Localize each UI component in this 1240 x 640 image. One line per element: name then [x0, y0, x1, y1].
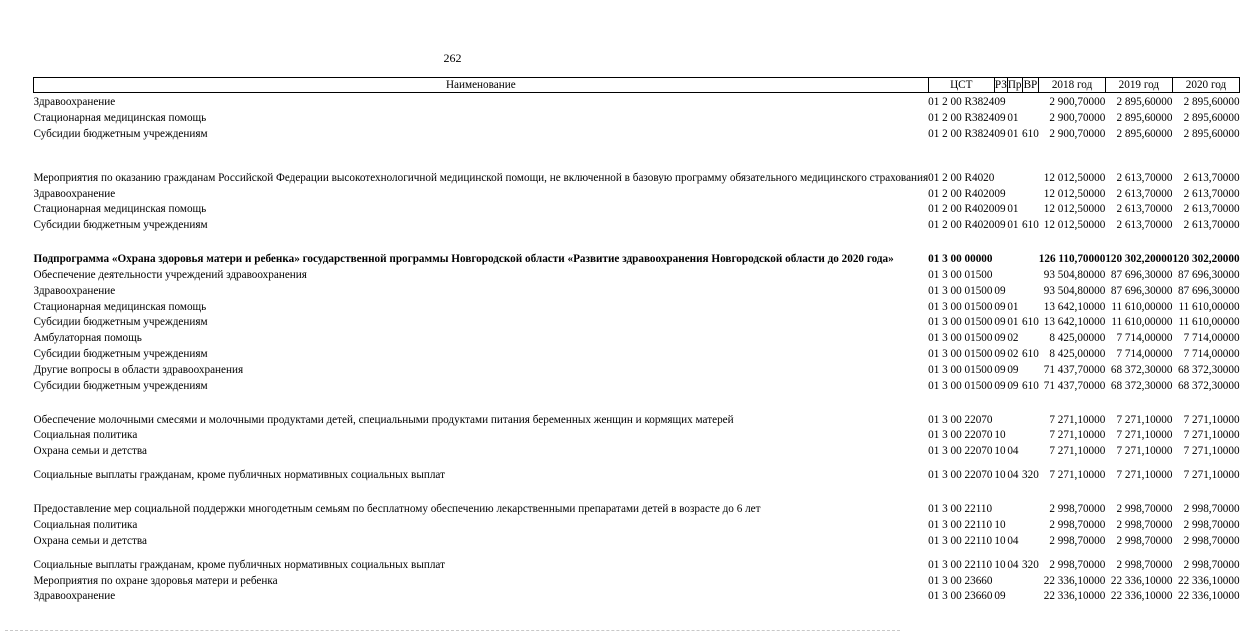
- row-rz: 09: [994, 300, 1006, 313]
- row-amount-2020: 7 271,10000: [1183, 469, 1240, 482]
- header-name: Наименование: [34, 78, 929, 93]
- row-amount-2018: 71 437,70000: [1043, 363, 1106, 376]
- table-row: [34, 281, 1240, 297]
- row-amount-2020: 2 613,70000: [1183, 171, 1240, 184]
- row-amount-2020: 2 998,70000: [1183, 534, 1240, 547]
- row-amount-2020: 68 372,30000: [1178, 363, 1240, 376]
- row-cst: 01 2 00 R4020: [928, 203, 995, 216]
- row-name: Субсидии бюджетным учреждениям: [33, 219, 208, 232]
- header-2018: 2018 год: [1039, 78, 1106, 93]
- row-amount-2018: 2 998,70000: [1049, 558, 1106, 571]
- row-amount-2019: 7 714,00000: [1116, 348, 1173, 361]
- row-amount-2019: 22 336,10000: [1110, 574, 1173, 587]
- row-pr: 04: [1007, 445, 1019, 458]
- table-row: [34, 108, 1240, 124]
- row-pr: [1007, 515, 1022, 531]
- table-header-row: [34, 78, 1240, 93]
- row-amount-2018: 12 012,50000: [1043, 171, 1106, 184]
- row-amount-2020: 68 372,30000: [1178, 379, 1240, 392]
- row-amount-2019: 22 336,10000: [1110, 590, 1173, 603]
- row-rz: [994, 392, 1007, 426]
- table-row: [34, 426, 1240, 442]
- row-rz: 09: [994, 203, 1006, 216]
- row-amount-2018: 13 642,10000: [1043, 300, 1106, 313]
- row-rz: 09: [994, 187, 1006, 200]
- row-rz: 09: [994, 363, 1006, 376]
- row-amount-2019: 68 372,30000: [1110, 379, 1173, 392]
- row-rz: [994, 571, 1007, 587]
- row-cst: 01 3 00 22110: [928, 534, 993, 547]
- row-amount-2020: 22 336,10000: [1178, 574, 1240, 587]
- table-row: [34, 587, 1240, 603]
- row-amount-2020: 2 998,70000: [1183, 519, 1240, 532]
- row-amount-2020: 2 613,70000: [1183, 219, 1240, 232]
- row-amount-2020: 7 271,10000: [1183, 445, 1240, 458]
- row-amount-2020: 2 895,60000: [1183, 127, 1240, 140]
- row-pr: 01: [1007, 203, 1019, 216]
- row-amount-2018: 2 900,70000: [1049, 127, 1106, 140]
- row-cst: 01 3 00 01500: [928, 269, 993, 282]
- row-vr: [1022, 441, 1039, 457]
- table-row: [34, 265, 1240, 281]
- row-amount-2018: 7 271,10000: [1049, 413, 1106, 426]
- row-amount-2018: 8 425,00000: [1049, 332, 1106, 345]
- table-body: [34, 93, 1240, 603]
- row-vr: [1022, 140, 1039, 184]
- row-name: Субсидии бюджетным учреждениям: [33, 127, 208, 140]
- row-cst: 01 2 00 R4020: [928, 219, 995, 232]
- row-pr: [1007, 281, 1022, 297]
- row-vr: 610: [1022, 316, 1039, 329]
- row-amount-2020: 7 271,10000: [1183, 429, 1240, 442]
- row-vr: [1022, 281, 1039, 297]
- row-vr: [1022, 515, 1039, 531]
- row-pr: [1007, 265, 1022, 281]
- header-pr: Пр: [1007, 79, 1022, 91]
- row-vr: [1022, 184, 1039, 200]
- row-vr: 610: [1022, 219, 1039, 232]
- row-vr: 610: [1022, 127, 1039, 140]
- row-amount-2018: 12 012,50000: [1043, 219, 1106, 232]
- row-amount-2019: 68 372,30000: [1110, 363, 1173, 376]
- row-vr: [1022, 200, 1039, 216]
- table-row: [34, 184, 1240, 200]
- row-pr: [1007, 481, 1022, 515]
- row-amount-2020: 11 610,00000: [1178, 300, 1240, 313]
- row-amount-2018: 2 998,70000: [1049, 534, 1106, 547]
- row-name: Здравоохранение: [33, 187, 116, 200]
- row-rz: [994, 140, 1007, 184]
- row-amount-2018: 22 336,10000: [1043, 590, 1106, 603]
- table-row: [34, 515, 1240, 531]
- row-rz: 09: [994, 284, 1006, 297]
- row-cst: 01 2 00 R4020: [928, 171, 995, 184]
- row-rz: 09: [994, 590, 1006, 603]
- row-pr: 04: [1007, 469, 1019, 482]
- row-amount-2019: 11 610,00000: [1111, 300, 1173, 313]
- row-amount-2018: 22 336,10000: [1043, 574, 1106, 587]
- row-name: Здравоохранение: [33, 590, 116, 603]
- row-rz: [994, 265, 1007, 281]
- table-row: [34, 441, 1240, 457]
- table-row: [34, 124, 1240, 140]
- row-pr: 04: [1007, 534, 1019, 547]
- row-name: Здравоохранение: [33, 96, 116, 109]
- row-pr: [1007, 184, 1022, 200]
- row-amount-2019: 2 895,60000: [1116, 112, 1173, 125]
- row-vr: [1022, 426, 1039, 442]
- row-rz: 09: [994, 332, 1006, 345]
- row-name: Подпрограмма «Охрана здоровья матери и ребенка» государственной программы Новгородской области «Развитие здравоохранения Новгородской области до 2020 года»: [33, 253, 894, 266]
- row-cst: 01 3 00 22110: [928, 503, 993, 516]
- row-name: Стационарная медицинская помощь: [33, 203, 207, 216]
- table-row: [34, 140, 1240, 184]
- row-amount-2019: 7 271,10000: [1116, 413, 1173, 426]
- row-amount-2018: 8 425,00000: [1049, 348, 1106, 361]
- row-name: Обеспечение деятельности учреждений здравоохранения: [33, 269, 307, 282]
- table-row: [34, 376, 1240, 392]
- row-pr: 01: [1007, 127, 1019, 140]
- row-cst: 01 3 00 00000: [928, 253, 993, 266]
- row-amount-2019: 2 998,70000: [1116, 519, 1173, 532]
- row-cst: 01 3 00 01500: [928, 348, 993, 361]
- row-pr: 02: [1007, 348, 1019, 361]
- table-row: [34, 344, 1240, 360]
- row-amount-2018: 13 642,10000: [1043, 316, 1106, 329]
- row-amount-2018: 126 110,70000: [1038, 253, 1106, 266]
- table-row: [34, 457, 1240, 481]
- row-cst: 01 2 00 R3824: [928, 96, 995, 109]
- row-rz: 10: [994, 469, 1006, 482]
- table-row: [34, 547, 1240, 571]
- row-pr: 09: [1007, 379, 1019, 392]
- table-row: [34, 531, 1240, 547]
- row-amount-2020: 2 998,70000: [1183, 558, 1240, 571]
- row-name: Социальная политика: [33, 429, 138, 442]
- row-rz: 09: [994, 219, 1006, 232]
- row-name: Социальные выплаты гражданам, кроме публичных нормативных социальных выплат: [33, 558, 445, 571]
- row-cst: 01 3 00 01500: [928, 379, 993, 392]
- row-cst: 01 3 00 22070: [928, 445, 993, 458]
- row-name: Мероприятия по оказанию гражданам Российской Федерации высокотехнологичной медицинской помощи, не включенной в базовую программу обязательного медицинского страхования: [33, 171, 929, 184]
- row-rz: [994, 231, 1007, 265]
- row-amount-2020: 120 302,20000: [1172, 253, 1240, 266]
- row-amount-2019: 7 714,00000: [1116, 332, 1173, 345]
- row-amount-2019: 2 613,70000: [1116, 171, 1173, 184]
- row-amount-2018: 71 437,70000: [1043, 379, 1106, 392]
- row-pr: 02: [1007, 332, 1019, 345]
- row-vr: [1022, 93, 1039, 109]
- row-amount-2019: 2 613,70000: [1116, 203, 1173, 216]
- row-amount-2018: 93 504,80000: [1043, 284, 1106, 297]
- row-pr: [1007, 392, 1022, 426]
- row-rz: 09: [994, 316, 1006, 329]
- row-amount-2020: 7 271,10000: [1183, 413, 1240, 426]
- row-pr: 04: [1007, 558, 1019, 571]
- header-2019: 2019 год: [1105, 78, 1172, 93]
- row-rz: 09: [994, 348, 1006, 361]
- row-amount-2018: 7 271,10000: [1049, 445, 1106, 458]
- row-cst: 01 2 00 R3824: [928, 127, 995, 140]
- table-row: [34, 571, 1240, 587]
- row-rz: 10: [994, 558, 1006, 571]
- row-amount-2019: 87 696,30000: [1110, 284, 1173, 297]
- row-pr: [1007, 426, 1022, 442]
- row-vr: 320: [1022, 469, 1039, 482]
- row-name: Здравоохранение: [33, 284, 116, 297]
- row-amount-2020: 2 998,70000: [1183, 503, 1240, 516]
- row-amount-2020: 87 696,30000: [1178, 269, 1240, 282]
- row-amount-2020: 2 613,70000: [1183, 187, 1240, 200]
- row-amount-2019: 2 998,70000: [1116, 558, 1173, 571]
- row-amount-2020: 2 895,60000: [1183, 96, 1240, 109]
- row-vr: [1022, 108, 1039, 124]
- row-cst: 01 3 00 22110: [928, 519, 993, 532]
- row-pr: [1007, 571, 1022, 587]
- row-pr: 01: [1007, 219, 1019, 232]
- row-amount-2018: 93 504,80000: [1043, 269, 1106, 282]
- table-row: [34, 231, 1240, 265]
- row-cst: 01 3 00 22070: [928, 429, 993, 442]
- row-cst: 01 3 00 01500: [928, 284, 993, 297]
- row-cst: 01 3 00 23660: [928, 590, 993, 603]
- row-amount-2019: 2 895,60000: [1116, 127, 1173, 140]
- row-pr: 09: [1007, 363, 1019, 376]
- row-amount-2020: 7 714,00000: [1183, 348, 1240, 361]
- row-name: Другие вопросы в области здравоохранения: [33, 363, 244, 376]
- row-vr: [1022, 231, 1039, 265]
- row-pr: 01: [1007, 112, 1019, 125]
- row-pr: [1007, 93, 1022, 109]
- header-2020: 2020 год: [1172, 78, 1239, 93]
- row-vr: 610: [1022, 379, 1039, 392]
- row-amount-2019: 120 302,20000: [1105, 253, 1173, 266]
- row-cst: 01 3 00 22070: [928, 469, 993, 482]
- row-name: Охрана семьи и детства: [33, 534, 147, 547]
- row-amount-2018: 2 900,70000: [1049, 96, 1106, 109]
- row-amount-2018: 7 271,10000: [1049, 429, 1106, 442]
- row-vr: [1022, 481, 1039, 515]
- row-name: Субсидии бюджетным учреждениям: [33, 348, 208, 361]
- row-name: Социальные выплаты гражданам, кроме публичных нормативных социальных выплат: [33, 469, 445, 482]
- row-rz: 09: [994, 96, 1006, 109]
- table-row: [34, 200, 1240, 216]
- row-amount-2020: 11 610,00000: [1178, 316, 1240, 329]
- row-rz: 09: [994, 379, 1006, 392]
- row-amount-2018: 7 271,10000: [1049, 469, 1106, 482]
- row-amount-2019: 7 271,10000: [1116, 429, 1173, 442]
- row-amount-2020: 2 613,70000: [1183, 203, 1240, 216]
- row-vr: 610: [1022, 348, 1039, 361]
- row-vr: [1022, 571, 1039, 587]
- row-vr: [1022, 265, 1039, 281]
- row-name: Обеспечение молочными смесями и молочными продуктами детей, специальными продуктами питания беременных женщин и кормящих матерей: [33, 413, 734, 426]
- table-row: [34, 392, 1240, 426]
- header-rz: РЗ: [994, 79, 1007, 91]
- row-amount-2019: 87 696,30000: [1110, 269, 1173, 282]
- row-pr: [1007, 587, 1022, 603]
- budget-table: [33, 77, 1240, 602]
- table-row: [34, 481, 1240, 515]
- row-vr: [1022, 297, 1039, 313]
- row-pr: 01: [1007, 300, 1019, 313]
- row-name: Амбулаторная помощь: [33, 332, 142, 345]
- row-cst: 01 2 00 R3824: [928, 112, 995, 125]
- table-row: [34, 215, 1240, 231]
- page-number: 262: [443, 51, 462, 65]
- row-name: Стационарная медицинская помощь: [33, 300, 207, 313]
- row-amount-2019: 2 998,70000: [1116, 503, 1173, 516]
- row-rz: 10: [994, 519, 1006, 532]
- row-cst: 01 3 00 22070: [928, 413, 993, 426]
- row-amount-2020: 87 696,30000: [1178, 284, 1240, 297]
- row-name: Социальная политика: [33, 519, 138, 532]
- row-pr: 01: [1007, 316, 1019, 329]
- row-vr: [1022, 531, 1039, 547]
- row-amount-2020: 2 895,60000: [1183, 112, 1240, 125]
- row-pr: [1007, 231, 1022, 265]
- row-amount-2019: 2 998,70000: [1116, 534, 1173, 547]
- row-rz: 10: [994, 429, 1006, 442]
- row-name: Охрана семьи и детства: [33, 445, 147, 458]
- row-amount-2018: 2 998,70000: [1049, 519, 1106, 532]
- row-cst: 01 3 00 22110: [928, 558, 993, 571]
- row-vr: [1022, 392, 1039, 426]
- header-cst: ЦСТ: [928, 78, 994, 93]
- row-amount-2019: 2 895,60000: [1116, 96, 1173, 109]
- row-rz: 10: [994, 534, 1006, 547]
- row-vr: [1022, 360, 1039, 376]
- row-amount-2019: 2 613,70000: [1116, 219, 1173, 232]
- row-amount-2020: 22 336,10000: [1178, 590, 1240, 603]
- row-amount-2018: 2 900,70000: [1049, 112, 1106, 125]
- table-row: [34, 360, 1240, 376]
- row-rz: 09: [994, 127, 1006, 140]
- row-amount-2019: 2 613,70000: [1116, 187, 1173, 200]
- row-cst: 01 3 00 01500: [928, 332, 993, 345]
- table-row: [34, 93, 1240, 109]
- row-vr: [1022, 328, 1039, 344]
- page-bottom-divider: [5, 630, 900, 632]
- row-cst: 01 3 00 23660: [928, 574, 993, 587]
- row-amount-2019: 7 271,10000: [1116, 445, 1173, 458]
- table-row: [34, 297, 1240, 313]
- row-rz: [994, 481, 1007, 515]
- row-amount-2019: 7 271,10000: [1116, 469, 1173, 482]
- row-rz: 09: [994, 112, 1006, 125]
- table-row: [34, 313, 1240, 329]
- row-name: Стационарная медицинская помощь: [33, 112, 207, 125]
- table-row: [34, 328, 1240, 344]
- row-cst: 01 3 00 01500: [928, 300, 993, 313]
- row-amount-2018: 12 012,50000: [1043, 187, 1106, 200]
- row-name: Предоставление мер социальной поддержки многодетным семьям по бесплатному обеспечению лекарственными препаратами детей в возрасте до 6 лет: [33, 503, 761, 516]
- row-cst: 01 3 00 01500: [928, 316, 993, 329]
- row-vr: [1022, 587, 1039, 603]
- row-cst: 01 2 00 R4020: [928, 187, 995, 200]
- header-vr: ВР: [1023, 79, 1038, 91]
- row-pr: [1007, 140, 1022, 184]
- row-amount-2020: 7 714,00000: [1183, 332, 1240, 345]
- row-amount-2018: 12 012,50000: [1043, 203, 1106, 216]
- row-amount-2018: 2 998,70000: [1049, 503, 1106, 516]
- row-name: Мероприятия по охране здоровья матери и ребенка: [33, 574, 278, 587]
- row-vr: 320: [1022, 558, 1039, 571]
- row-rz: 10: [994, 445, 1006, 458]
- row-amount-2019: 11 610,00000: [1111, 316, 1173, 329]
- row-name: Субсидии бюджетным учреждениям: [33, 379, 208, 392]
- row-name: Субсидии бюджетным учреждениям: [33, 316, 208, 329]
- row-cst: 01 3 00 01500: [928, 363, 993, 376]
